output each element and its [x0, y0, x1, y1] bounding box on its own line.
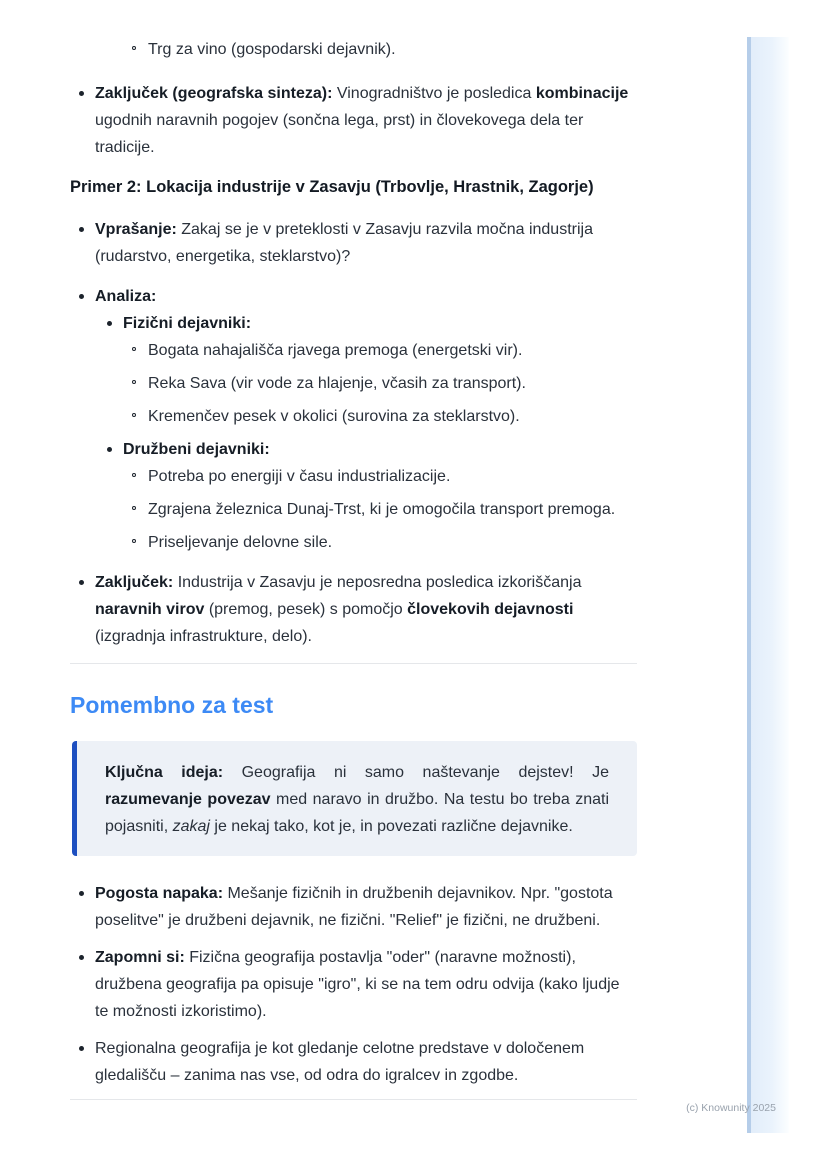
key-idea-callout — [72, 741, 637, 856]
bottom-divider — [70, 1099, 637, 1100]
list-item-text: Analiza: — [95, 288, 157, 305]
disc-bullet-icon — [79, 294, 84, 299]
list-item-text: Fizični dejavniki: — [123, 315, 252, 332]
example2-list — [70, 216, 637, 650]
circle-bullet-icon — [132, 380, 136, 384]
list-item-text: Bogata nahajališča rjavega premoga (energetski vir). — [148, 342, 523, 359]
list-item — [123, 529, 637, 556]
list-item-text: Regionalna geografija je kot gledanje celotne predstave v določenem gledališču – zanima nas vse, od odra do igralcev in zgodbe. — [95, 1040, 585, 1084]
circle-bullet-icon — [132, 46, 136, 50]
copyright-footer: (c) Knowunity 2025 — [686, 1102, 776, 1114]
test-tips-list — [70, 880, 637, 1089]
list-item-text: Potreba po energiji v času industrializacije. — [148, 468, 451, 485]
disc-bullet-icon — [107, 321, 112, 326]
list-item-text: Reka Sava (vir vode za hlajenje, včasih za transport). — [148, 375, 526, 392]
list-item-text: Zaključek (geografska sinteza): Vinogradništvo je posledica kombinacije ugodnih naravnih pogojev (sončna lega, prst) in človekovega dela ter tradicije. — [95, 85, 629, 156]
list-item-text: Pogosta napaka: Mešanje fizičnih in družbenih dejavnikov. Npr. "gostota poselitve" je družbeni dejavnik, ne fizični. "Relief" je fizični, ne družbeni. — [95, 885, 613, 929]
list-item — [123, 496, 637, 523]
list-item — [70, 944, 637, 1025]
circle-bullet-icon — [132, 539, 136, 543]
disc-bullet-icon — [79, 891, 84, 896]
section-divider — [70, 663, 637, 664]
list-item-text: Zaključek: Industrija v Zasavju je neposredna posledica izkoriščanja naravnih virov (premog, pesek) s pomočjo človekovih dejavnosti (izgradnja infrastrukture, delo). — [95, 574, 582, 645]
circle-bullet-icon — [132, 347, 136, 351]
example2-heading: Primer 2: Lokacija industrije v Zasavju (Trbovlje, Hrastnik, Zagorje) — [70, 178, 594, 196]
example1-conclusion-list — [70, 80, 637, 161]
list-item-text: Družbeni dejavniki: — [123, 441, 270, 458]
list-item — [123, 463, 637, 490]
list-item — [123, 370, 637, 397]
list-item — [70, 1035, 637, 1089]
social-factors-list — [123, 463, 637, 556]
example1-sub-list — [70, 36, 637, 63]
circle-bullet-icon — [132, 506, 136, 510]
document-content — [70, 36, 637, 1100]
list-item — [70, 216, 637, 270]
disc-bullet-icon — [79, 955, 84, 960]
test-section-heading: Pomembno za test — [70, 692, 274, 718]
list-item — [70, 569, 637, 650]
list-item-text: Zapomni si: Fizična geografija postavlja "oder" (naravne možnosti), družbena geografija pa opisuje "igro", ki se na tem odru odvija (kako ljudje te možnosti izkoristimo). — [95, 949, 620, 1020]
callout-text: Ključna ideja: Geografija ni samo naštevanje dejstev! Je razumevanje povezav med naravo in družbo. Na testu bo treba znati pojasniti, zakaj je nekaj tako, kot je, in povezati različne dejavnike. — [105, 764, 609, 835]
disc-bullet-icon — [79, 580, 84, 585]
analysis-sub-list — [95, 310, 637, 556]
physical-factors-list — [123, 337, 637, 430]
list-item-text: Priseljevanje delovne sile. — [148, 534, 333, 551]
page-scrollbar[interactable] — [747, 37, 789, 1133]
circle-bullet-icon — [132, 413, 136, 417]
disc-bullet-icon — [79, 1046, 84, 1051]
list-item — [70, 80, 637, 161]
list-item — [70, 36, 637, 63]
list-item-text: Vprašanje: Zakaj se je v preteklosti v Zasavju razvila močna industrija (rudarstvo, energetika, steklarstvo)? — [95, 221, 593, 265]
disc-bullet-icon — [79, 91, 84, 96]
list-item — [95, 436, 637, 556]
list-item — [70, 880, 637, 934]
list-item — [123, 403, 637, 430]
list-item — [95, 310, 637, 430]
circle-bullet-icon — [132, 473, 136, 477]
list-item-text: Trg za vino (gospodarski dejavnik). — [148, 41, 396, 58]
disc-bullet-icon — [107, 447, 112, 452]
list-item — [123, 337, 637, 364]
list-item-text: Zgrajena železnica Dunaj-Trst, ki je omogočila transport premoga. — [148, 501, 616, 518]
list-item — [70, 283, 637, 556]
disc-bullet-icon — [79, 227, 84, 232]
list-item-text: Kremenčev pesek v okolici (surovina za steklarstvo). — [148, 408, 520, 425]
